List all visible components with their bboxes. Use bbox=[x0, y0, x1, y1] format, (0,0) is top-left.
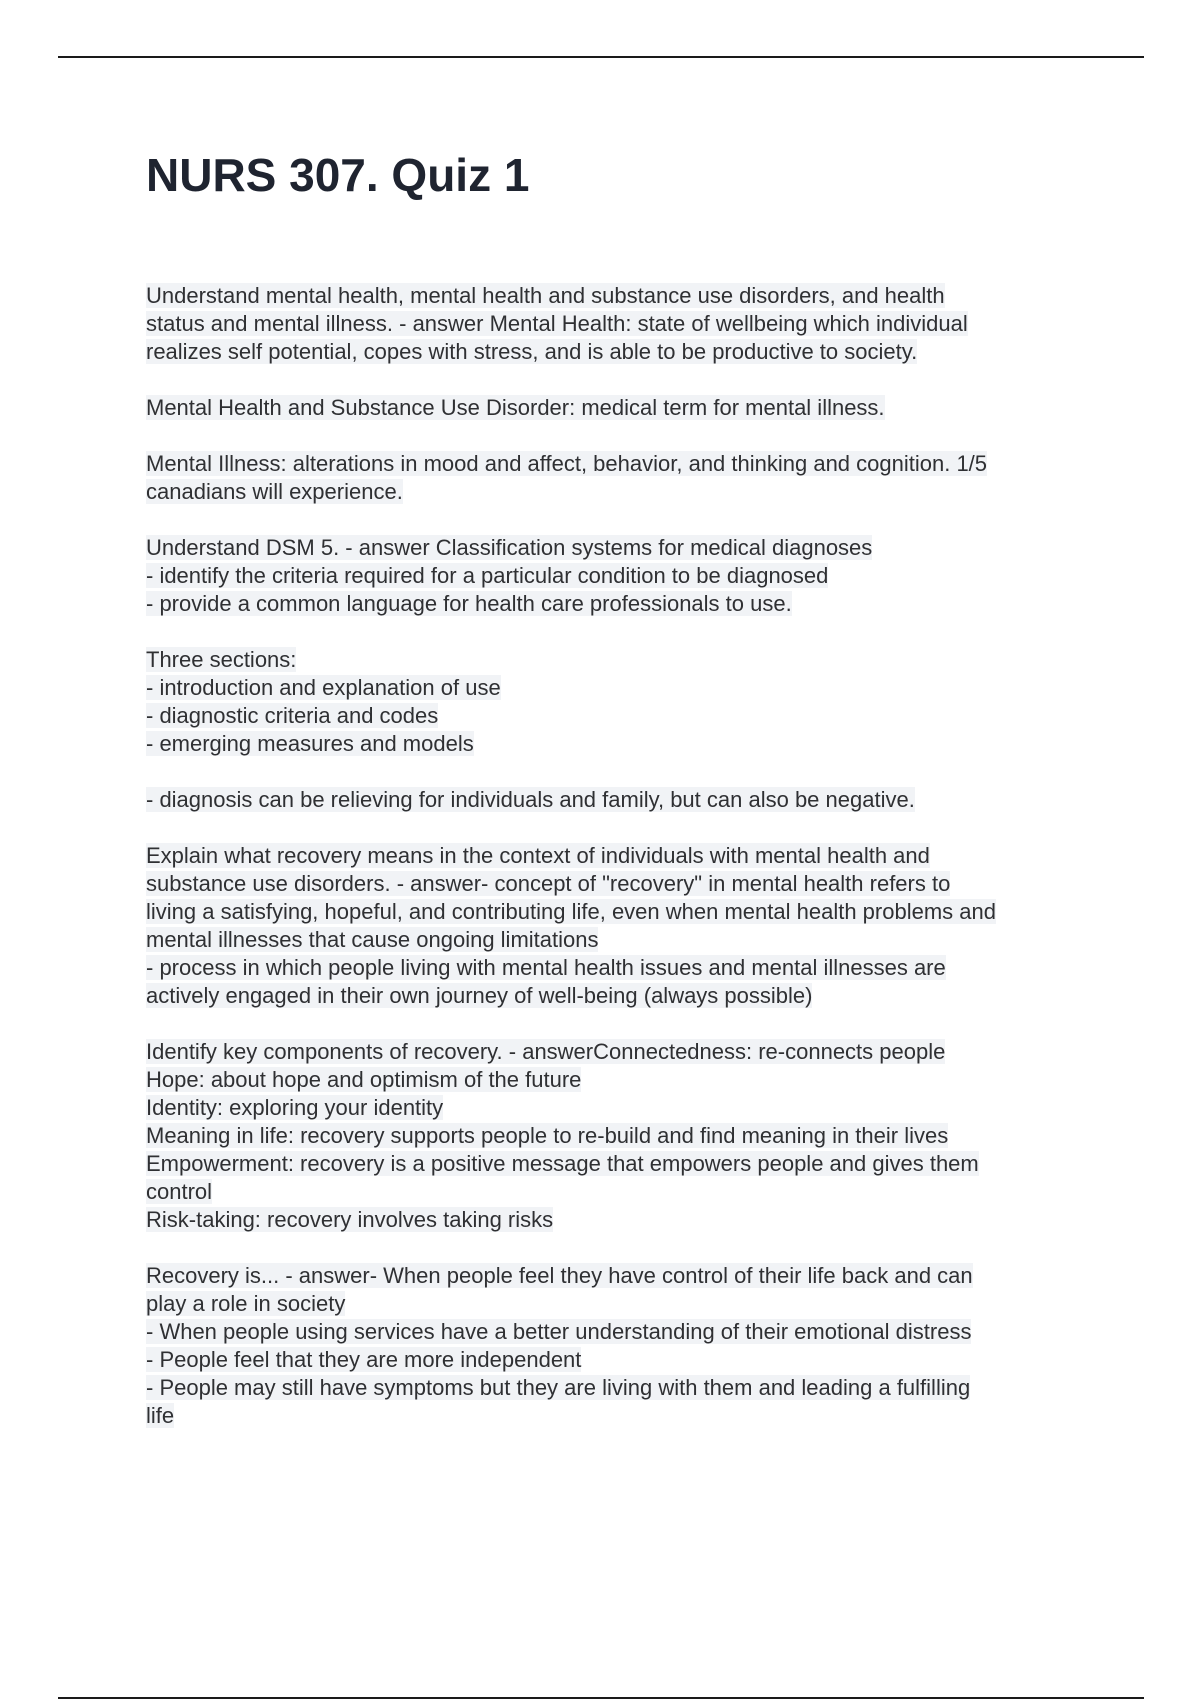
paragraph bbox=[146, 842, 1096, 1010]
text-line bbox=[146, 338, 1096, 366]
line-text: Risk-taking: recovery involves taking risks bbox=[146, 1207, 554, 1232]
text-line bbox=[146, 702, 1096, 730]
line-text: - process in which people living with mental health issues and mental illnesses are bbox=[146, 955, 946, 980]
text-line bbox=[146, 1178, 1096, 1206]
line-text: Empowerment: recovery is a positive message that empowers people and gives them bbox=[146, 1151, 979, 1176]
line-text: status and mental illness. - answer Mental Health: state of wellbeing which individual bbox=[146, 311, 968, 336]
paragraph bbox=[146, 450, 1096, 506]
line-text: control bbox=[146, 1179, 213, 1204]
line-text: - When people using services have a better understanding of their emotional distress bbox=[146, 1319, 972, 1344]
text-line bbox=[146, 1290, 1096, 1318]
text-line bbox=[146, 394, 1096, 422]
text-line bbox=[146, 1262, 1096, 1290]
text-line bbox=[146, 786, 1096, 814]
text-line bbox=[146, 1150, 1096, 1178]
paragraph bbox=[146, 534, 1096, 618]
paragraph bbox=[146, 394, 1096, 422]
line-text: - People may still have symptoms but they are living with them and leading a fulfilling bbox=[146, 1375, 971, 1400]
line-text: Explain what recovery means in the context of individuals with mental health and bbox=[146, 843, 930, 868]
document-body bbox=[146, 282, 1096, 1458]
line-text: Understand mental health, mental health and substance use disorders, and health bbox=[146, 283, 945, 308]
text-line bbox=[146, 730, 1096, 758]
line-text: - provide a common language for health care professionals to use. bbox=[146, 591, 792, 616]
text-line bbox=[146, 926, 1096, 954]
text-line bbox=[146, 1094, 1096, 1122]
line-text: Identity: exploring your identity bbox=[146, 1095, 444, 1120]
text-line bbox=[146, 310, 1096, 338]
text-line bbox=[146, 478, 1096, 506]
line-text: mental illnesses that cause ongoing limitations bbox=[146, 927, 599, 952]
line-text: life bbox=[146, 1403, 175, 1428]
bottom-rule bbox=[58, 1697, 1144, 1699]
page-title: NURS 307. Quiz 1 bbox=[146, 149, 530, 201]
paragraph bbox=[146, 1038, 1096, 1234]
line-text: - diagnostic criteria and codes bbox=[146, 703, 439, 728]
text-line bbox=[146, 646, 1096, 674]
line-text: canadians will experience. bbox=[146, 479, 403, 504]
line-text: Mental Illness: alterations in mood and affect, behavior, and thinking and cognition. 1/5 bbox=[146, 451, 988, 476]
paragraph bbox=[146, 282, 1096, 366]
text-line bbox=[146, 898, 1096, 926]
line-text: Identify key components of recovery. - answerConnectedness: re-connects people bbox=[146, 1039, 946, 1064]
line-text: Understand DSM 5. - answer Classification systems for medical diagnoses bbox=[146, 535, 873, 560]
text-line bbox=[146, 1374, 1096, 1402]
text-line bbox=[146, 1038, 1096, 1066]
line-text: Three sections: bbox=[146, 647, 297, 672]
line-text: Meaning in life: recovery supports people to re-build and find meaning in their lives bbox=[146, 1123, 949, 1148]
line-text: substance use disorders. - answer- concept of "recovery" in mental health refers to bbox=[146, 871, 951, 896]
top-rule bbox=[58, 56, 1144, 58]
text-line bbox=[146, 534, 1096, 562]
text-line bbox=[146, 1066, 1096, 1094]
text-line bbox=[146, 870, 1096, 898]
paragraph bbox=[146, 786, 1096, 814]
text-line bbox=[146, 562, 1096, 590]
line-text: play a role in society bbox=[146, 1291, 346, 1316]
text-line bbox=[146, 1402, 1096, 1430]
text-line bbox=[146, 954, 1096, 982]
line-text: - introduction and explanation of use bbox=[146, 675, 501, 700]
line-text: actively engaged in their own journey of well-being (always possible) bbox=[146, 983, 813, 1008]
text-line bbox=[146, 450, 1096, 478]
text-line bbox=[146, 282, 1096, 310]
line-text: Hope: about hope and optimism of the future bbox=[146, 1067, 582, 1092]
text-line bbox=[146, 1122, 1096, 1150]
line-text: - diagnosis can be relieving for individuals and family, but can also be negative. bbox=[146, 787, 915, 812]
text-line bbox=[146, 982, 1096, 1010]
line-text: - identify the criteria required for a particular condition to be diagnosed bbox=[146, 563, 829, 588]
text-line bbox=[146, 842, 1096, 870]
line-text: realizes self potential, copes with stress, and is able to be productive to society. bbox=[146, 339, 918, 364]
line-text: - emerging measures and models bbox=[146, 731, 474, 756]
text-line bbox=[146, 1318, 1096, 1346]
text-line bbox=[146, 1206, 1096, 1234]
text-line bbox=[146, 674, 1096, 702]
line-text: Recovery is... - answer- When people feel they have control of their life back and can bbox=[146, 1263, 973, 1288]
line-text: living a satisfying, hopeful, and contributing life, even when mental health problems and bbox=[146, 899, 996, 924]
line-text: - People feel that they are more independent bbox=[146, 1347, 582, 1372]
paragraph bbox=[146, 1262, 1096, 1430]
text-line bbox=[146, 590, 1096, 618]
paragraph bbox=[146, 646, 1096, 758]
line-text: Mental Health and Substance Use Disorder: medical term for mental illness. bbox=[146, 395, 885, 420]
text-line bbox=[146, 1346, 1096, 1374]
